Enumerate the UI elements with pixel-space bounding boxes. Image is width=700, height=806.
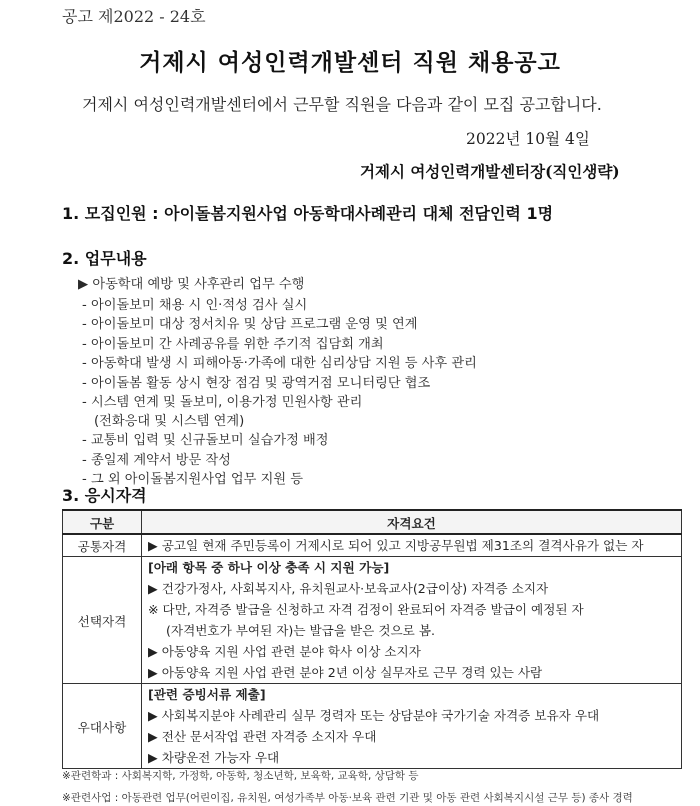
requirement-note: ※ 다만, 자격증 발급을 신청하고 자격 검정이 완료되어 자격증 발급이 예정된 자: [148, 602, 584, 617]
section-qualifications-heading: 3. 응시자격: [62, 486, 147, 505]
requirement-subheading: [아래 항목 중 하나 이상 충족 시 지원 가능]: [148, 560, 390, 575]
duty-item: - 아이돌보미 채용 시 인·적성 검사 실시: [82, 298, 308, 313]
document-title: 거제시 여성인력개발센터 직원 채용공고: [139, 49, 561, 76]
duty-main: ▶ 아동학대 예방 및 사후관리 업무 수행: [78, 277, 305, 292]
notice-number: 공고 제2022 - 24호: [62, 7, 206, 26]
column-header-category: 구분: [63, 510, 142, 534]
requirement-note-continued: (자격번호가 부여된 자)는 발급을 받은 것으로 봄.: [166, 623, 435, 638]
notice-date: 2022년 10월 4일: [466, 130, 590, 148]
duty-item: - 교통비 입력 및 신규돌보미 실습가정 배정: [82, 433, 329, 448]
requirement-line: ▶ 전산 문서작업 관련 자격증 소지자 우대: [148, 729, 377, 744]
duty-item: - 종일제 계약서 방문 작성: [82, 453, 231, 468]
duty-item-continued: (전화응대 및 시스템 연계): [94, 414, 245, 429]
qualifications-table: [62, 509, 682, 769]
duty-item: - 시스템 연계 및 돌보미, 이용가정 민원사항 관리: [82, 395, 363, 410]
requirement-line: ▶ 사회복지분야 사례관리 실무 경력자 또는 상담분야 국가기술 자격증 보유자 우대: [148, 708, 600, 723]
requirement-subheading: [관련 증빙서류 제출]: [148, 687, 266, 702]
footnote-related-projects: ※관련사업 : 아동관련 업무(어린이집, 유치원, 여성가족부 아동·보육 관련 기관 및 아동 관련 사회복지시설 근무 등) 종사 경력: [62, 792, 633, 804]
table-row-preferred: [63, 684, 682, 769]
section-duties-heading: 2. 업무내용: [62, 249, 147, 268]
row-category: 공통자격: [63, 534, 142, 557]
row-requirements: [142, 557, 682, 684]
duty-item: - 아이돌보미 간 사례공유를 위한 주기적 집담회 개최: [82, 337, 384, 352]
duty-item: - 아동학대 발생 시 피해아동·가족에 대한 심리상담 지원 등 사후 관리: [82, 356, 477, 371]
requirement-line: ▶ 차량운전 가능자 우대: [148, 750, 280, 765]
row-category: 우대사항: [63, 684, 142, 769]
duty-item: - 아이돌봄 활동 상시 현장 점검 및 광역거점 모니터링단 협조: [82, 376, 431, 391]
row-requirements: [142, 534, 682, 557]
footnote-related-majors: ※관련학과 : 사회복지학, 가정학, 아동학, 청소년학, 보육학, 교육학, 상담학 등: [62, 770, 419, 782]
row-requirements: [142, 684, 682, 769]
row-category: 선택자격: [63, 557, 142, 684]
column-header-requirements: 자격요건: [142, 510, 682, 534]
requirement-line: ▶ 아동양육 지원 사업 관련 분야 2년 이상 실무자로 근무 경력 있는 사람: [148, 665, 543, 680]
table-row-optional: [63, 557, 682, 684]
signer: 거제시 여성인력개발센터장(직인생략): [360, 162, 620, 181]
table-header-row: [63, 510, 682, 534]
intro-text: 거제시 여성인력개발센터에서 근무할 직원을 다음과 같이 모집 공고합니다.: [82, 95, 602, 114]
table-row-common: [63, 534, 682, 557]
section-recruitment-heading: 1. 모집인원 : 아이돌봄지원사업 아동학대사례관리 대체 전담인력 1명: [62, 204, 554, 223]
requirement-line: ▶ 건강가정사, 사회복지사, 유치원교사·보육교사(2급이상) 자격증 소지자: [148, 581, 549, 596]
requirement-line: ▶ 공고일 현재 주민등록이 거제시로 되어 있고 지방공무원법 제31조의 결격사유가 없는 자: [148, 538, 644, 553]
duty-item: - 아이돌보미 대상 정서치유 및 상담 프로그램 운영 및 연계: [82, 317, 418, 332]
requirement-line: ▶ 아동양육 지원 사업 관련 분야 학사 이상 소지자: [148, 644, 421, 659]
duty-item: - 그 외 아이돌봄지원사업 업무 지원 등: [82, 472, 303, 487]
